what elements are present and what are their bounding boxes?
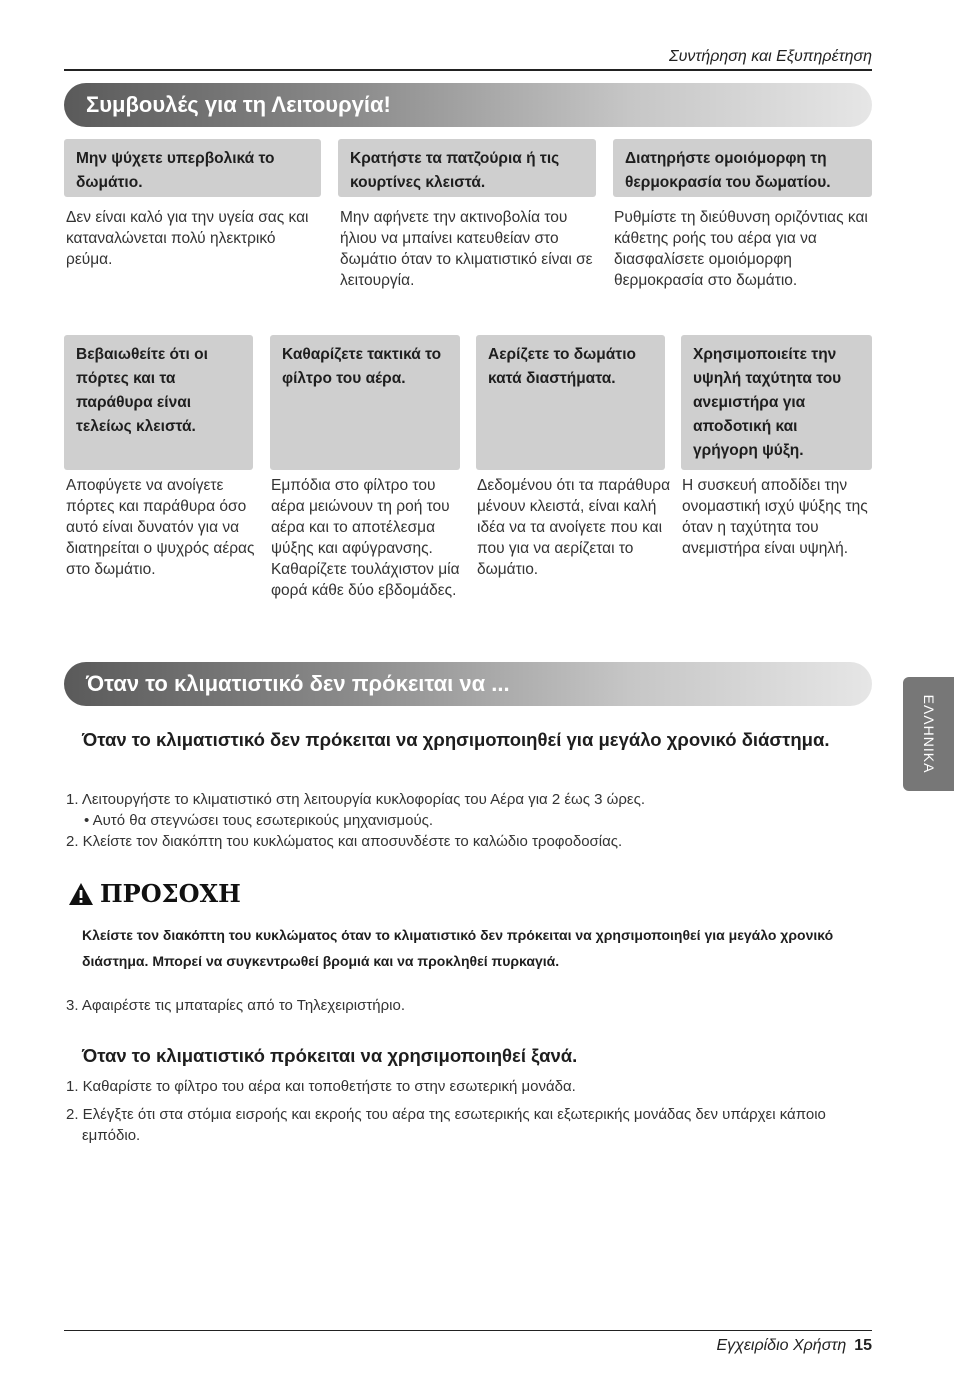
tip-title-clean-filter: Καθαρίζετε τακτικά το φίλτρο του αέρα. (270, 335, 460, 470)
tip-title-uniform-temp: Διατηρήστε ομοιόμορφη τη θερμοκρασία του δωματίου. (613, 139, 872, 197)
tip-text-uniform-temp: Ρυθμίστε τη διεύθυνση οριζόντιας και κάθετης ροής του αέρα για να διασφαλίσετε ομοιόμορφη θερμοκρασία στο δωμάτιο. (614, 209, 868, 289)
tip-title-high-fan: Χρησιμοποιείτε την υψηλή ταχύτητα του ανεμιστήρα για αποδοτική και γρήγορη ψύξη. (681, 335, 872, 470)
idle-step-3: 3. Αφαιρέστε τις μπαταρίες από το Τηλεχειριστήριο. (66, 997, 406, 1014)
reuse-step-1: 1. Καθαρίστε το φίλτρο του αέρα και τοποθετήστε το στην εσωτερική μονάδα. (66, 1078, 576, 1095)
tip-text-ventilate: Δεδομένου ότι τα παράθυρα μένουν κλειστά, είναι καλή ιδέα να τα ανοίγετε που και που για να αερίζεται το δωμάτιο. (477, 477, 671, 578)
language-tab-label: ΕΛΛΗΝΙΚΑ (920, 694, 937, 774)
footer-manual-label: Εγχειρίδιο Χρήστη (716, 1337, 847, 1354)
tip-text-close-curtains: Μην αφήνετε την ακτινοβολία του ήλιου να μπαίνει κατευθείαν στο δωμάτιο όταν το κλιματιστικό είναι σε λειτουργία. (340, 209, 593, 289)
warning-triangle-icon (68, 882, 94, 906)
tip-title-doors-closed: Βεβαιωθείτε ότι οι πόρτες και τα παράθυρα είναι τελείως κλειστά. (64, 335, 253, 470)
tips-banner: Συμβουλές για τη Λειτουργία! (64, 83, 872, 127)
language-tab (903, 677, 954, 791)
idle-step-2: 2. Κλείστε τον διακόπτη του κυκλώματος και αποσυνδέστε το καλώδιο τροφοδοσίας. (66, 833, 623, 850)
tip-text-doors-closed: Αποφύγετε να ανοίγετε πόρτες και παράθυρα όσο αυτό είναι δυνατόν για να διατηρείται ο ψυχρός αέρας στο δωμάτιο. (66, 477, 255, 578)
idle-banner: Όταν το κλιματιστικό δεν πρόκειται να ... (64, 662, 872, 706)
footer-divider (64, 1330, 872, 1331)
idle-step-1: 1. Λειτουργήστε το κλιματιστικό στη λειτουργία κυκλοφορίας του Αέρα για 2 έως 3 ώρες. (66, 791, 646, 808)
footer (560, 1337, 872, 1355)
header-divider (64, 69, 872, 71)
caution-text: Κλείστε τον διακόπτη του κυκλώματος όταν το κλιματιστικό δεν πρόκειται να χρησιμοποιηθεί για μεγάλο χρονικό διάστημα. Μπορεί να συγκεντρωθεί βρομιά και να προκληθεί πυρκαγιά. (82, 927, 834, 969)
caution-title: ΠΡΟΣΟΧΗ (100, 879, 241, 908)
tip-text-no-overcool: Δεν είναι καλό για την υγεία σας και καταναλώνεται πολύ ηλεκτρικό ρεύμα. (66, 209, 309, 268)
tip-title-ventilate: Αερίζετε το δωμάτιο κατά διαστήματα. (476, 335, 665, 470)
tip-text-high-fan: Η συσκευή αποδίδει την ονομαστική ισχύ ψύξης της όταν η ταχύτητα του ανεμιστήρα είναι υψηλή. (682, 477, 868, 557)
page-number: 15 (854, 1337, 872, 1354)
tip-title-close-curtains: Κρατήστε τα πατζούρια ή τις κουρτίνες κλειστά. (338, 139, 596, 197)
long-idle-heading: Όταν το κλιματιστικό δεν πρόκειται να χρησιμοποιηθεί για μεγάλο χρονικό διάστημα. (82, 729, 830, 750)
tip-text-clean-filter: Εμπόδια στο φίλτρο του αέρα μειώνουν τη ροή του αέρα και το αποτέλεσμα ψύξης και αφύγρανσης. Καθαρίζετε τουλάχιστον μία φορά κάθε δύο εβδομάδες. (271, 477, 460, 599)
section-header-title: Συντήρηση και Εξυπηρέτηση (668, 48, 872, 65)
reuse-step-2: 2. Ελέγξτε ότι στα στόμια εισροής και εκροής του αέρα της εσωτερικής και εξωτερικής μονάδας δεν υπάρχει κάποιο εμπόδιο. (66, 1106, 826, 1144)
tip-title-no-overcool: Μην ψύχετε υπερβολικά το δωμάτιο. (64, 139, 321, 197)
reuse-heading: Όταν το κλιματιστικό πρόκειται να χρησιμοποιηθεί ξανά. (82, 1045, 578, 1066)
caution-heading (68, 879, 241, 908)
idle-step-1-note: • Αυτό θα στεγνώσει τους εσωτερικούς μηχανισμούς. (84, 812, 434, 829)
